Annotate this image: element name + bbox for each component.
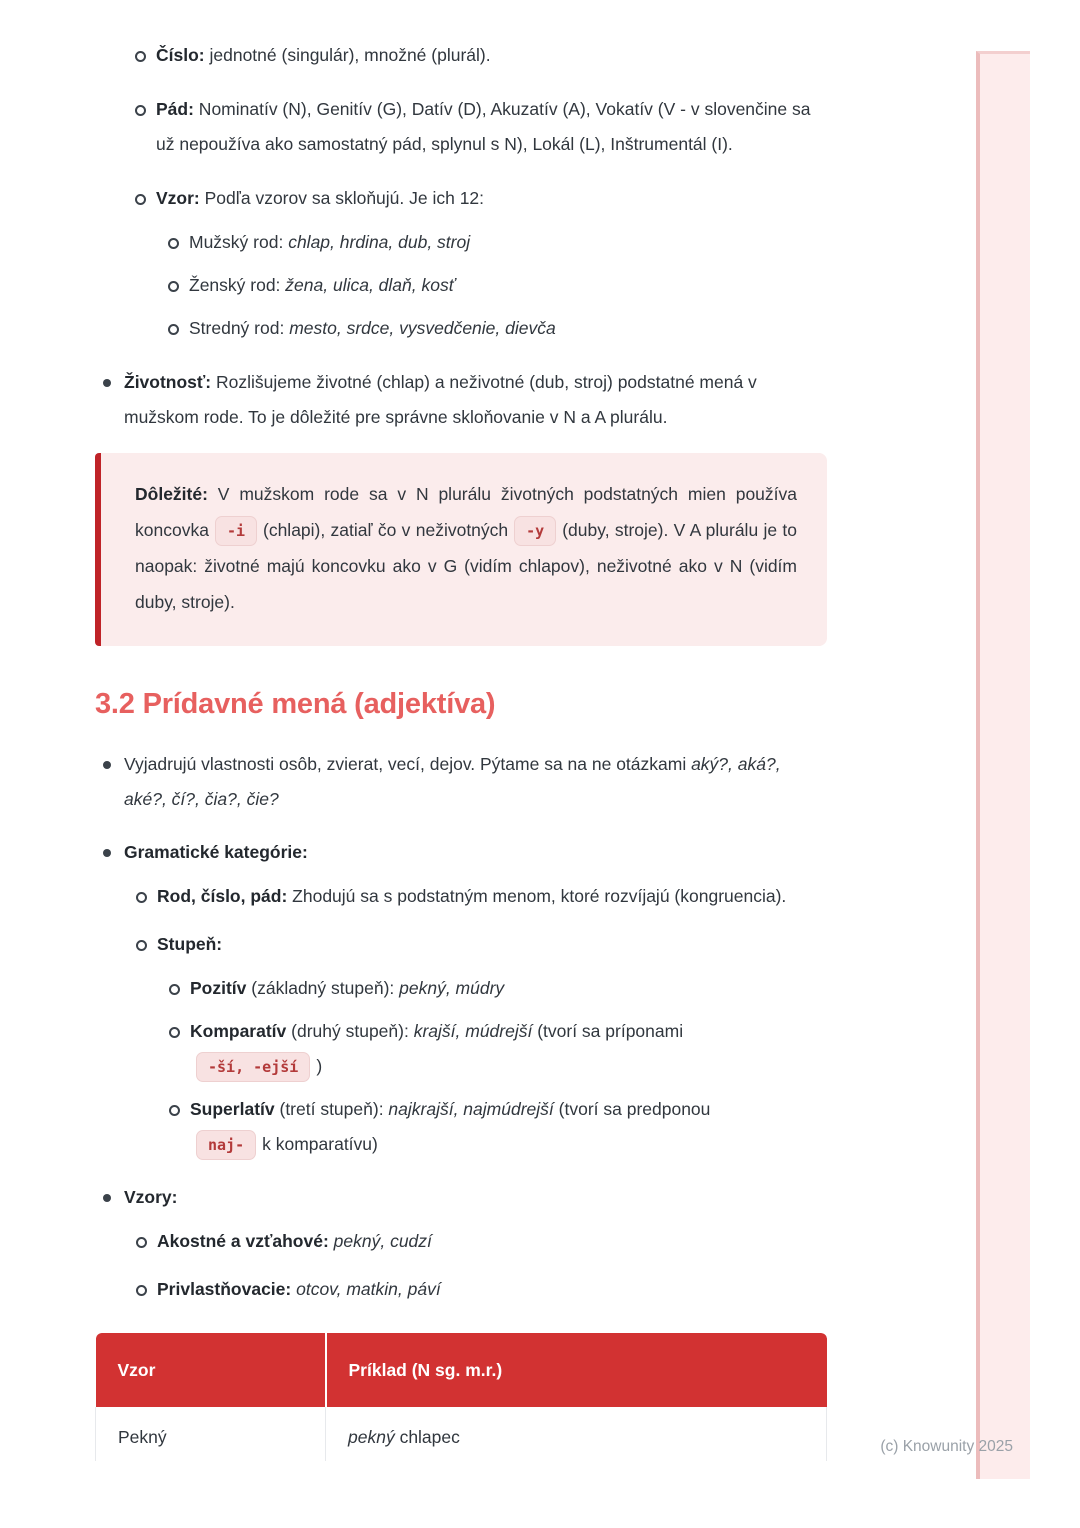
examples-italic: otcov, matkin, páví <box>291 1278 441 1299</box>
term-text: (tvorí sa predponou <box>553 1098 711 1119</box>
term-text: (tretí stupeň): <box>274 1098 389 1119</box>
table-header-row <box>96 1333 827 1407</box>
term-text: (druhý stupeň): <box>286 1020 414 1041</box>
callout-text: V mužskom rode sa v N plurálu životných podstatných mien používa koncovka <box>135 484 797 540</box>
examples-italic: aký?, aká?, aké?, čí?, čia?, čie? <box>124 753 781 809</box>
term-text: jednotné (singulár), množné (plurál). <box>204 45 491 65</box>
table-cell-priklad <box>326 1407 827 1461</box>
page-margin-strip <box>976 51 1030 1479</box>
important-callout <box>95 453 827 646</box>
adjective-patterns-list <box>136 1224 827 1307</box>
adjectives-list <box>103 747 827 1307</box>
table-cell-vzor: Pekný <box>96 1407 326 1461</box>
example-word-rest: chlapec <box>394 1426 460 1447</box>
patterns-table-wrap <box>95 1333 827 1461</box>
noun-genders-list <box>168 225 827 346</box>
list-item-stupen <box>136 927 827 1162</box>
degrees-list <box>169 971 827 1162</box>
term-text: Rozlišujeme životné (chlap) a neživotné (dub, stroj) podstatné mená v mužskom rode. To je dôležité pre správne skloňovanie v N a A plurálu. <box>124 372 757 427</box>
list-item-komparativ <box>169 1014 827 1084</box>
examples-italic: krajší, múdrejší <box>413 1020 533 1041</box>
term-text: Stredný rod: <box>189 318 290 338</box>
term-text: Ženský rod: <box>189 275 286 295</box>
section-heading: 3.2 Prídavné mená (adjektíva) <box>95 687 496 720</box>
inline-code-chip: naj- <box>196 1130 256 1161</box>
callout-text: (duby, stroje). V A plurálu je to naopak: životné majú koncovku ako v G (vidím chlapov), neživotné ako v N (vidím duby, stroje). <box>135 519 797 612</box>
term-label: Pozitív <box>190 977 247 998</box>
list-item-zivotnost <box>103 365 827 435</box>
examples-italic: pekný, múdry <box>399 977 505 998</box>
term-text: Podľa vzorov sa skloňujú. Je ich 12: <box>199 188 485 208</box>
page-content <box>95 0 827 1461</box>
term-label: Životnosť: <box>124 372 212 392</box>
list-item-pad <box>135 92 827 162</box>
table-row <box>96 1407 827 1461</box>
table-header-priklad: Príklad (N sg. m.r.) <box>326 1333 827 1407</box>
term-label: Komparatív <box>190 1020 287 1041</box>
examples-italic: mesto, srdce, vysvedčenie, dievča <box>289 318 556 338</box>
term-label: Rod, číslo, pád: <box>157 885 288 906</box>
term-text: ) <box>316 1055 323 1076</box>
example-word-italic: pekný <box>348 1426 395 1447</box>
list-item-rod-cislo-pad <box>136 879 827 914</box>
term-text: Vyjadrujú vlastnosti osôb, zvierat, vecí, dejov. Pýtame sa na ne otázkami <box>124 753 692 774</box>
term-text: (tvorí sa príponami <box>532 1020 684 1041</box>
list-item-zensky-rod <box>168 268 827 303</box>
list-item-akostne <box>136 1224 827 1259</box>
list-item-cislo <box>135 38 827 73</box>
noun-categories-list <box>135 38 827 346</box>
term-text: Nominatív (N), Genitív (G), Datív (D), Akuzatív (A), Vokatív (V - v slovenčine sa už nepoužíva ako samostatný pád, splynul s N), Lokál (L), Inštrumentál (I). <box>156 99 811 154</box>
list-item-intro <box>103 747 827 817</box>
list-item-vzor <box>135 181 827 346</box>
examples-italic: najkrajší, najmúdrejší <box>388 1098 554 1119</box>
list-item-stredny-rod <box>168 311 827 346</box>
examples-italic: žena, ulica, dlaň, kosť <box>285 275 455 295</box>
noun-notes-list <box>103 365 827 435</box>
list-item-pozitiv <box>169 971 827 1006</box>
term-label: Vzory: <box>124 1186 178 1207</box>
list-item-privlastnovacie <box>136 1272 827 1307</box>
term-label: Pád: <box>156 99 194 119</box>
examples-italic: chlap, hrdina, dub, stroj <box>288 232 471 252</box>
term-label: Gramatické kategórie: <box>124 841 308 862</box>
table-header-vzor: Vzor <box>96 1333 326 1407</box>
term-text: (základný stupeň): <box>246 977 400 998</box>
list-item-superlativ <box>169 1092 827 1162</box>
copyright-footer: (c) Knowunity 2025 <box>880 1438 1013 1455</box>
term-label: Superlatív <box>190 1098 275 1119</box>
term-label: Vzor: <box>156 188 200 208</box>
list-item-gramaticke-kategorie <box>103 835 827 1162</box>
callout-text: (chlapi), zatiaľ čo v neživotných <box>263 519 509 540</box>
list-item-muzsky-rod <box>168 225 827 260</box>
term-label: Privlastňovacie: <box>157 1278 292 1299</box>
adjective-categories-list <box>136 879 827 1162</box>
term-text: Zhodujú sa s podstatným menom, ktoré rozvíjajú (kongruencia). <box>287 885 787 906</box>
examples-italic: pekný, cudzí <box>328 1230 432 1251</box>
inline-code-chip: -i <box>215 516 257 547</box>
term-label: Stupeň: <box>157 933 223 954</box>
inline-code-chip: -ší, -ejší <box>196 1052 310 1083</box>
list-item-vzory <box>103 1180 827 1307</box>
term-text: Mužský rod: <box>189 232 289 252</box>
callout-label: Dôležité: <box>135 484 208 504</box>
patterns-table <box>95 1333 827 1461</box>
term-label: Číslo: <box>156 45 205 65</box>
term-text: k komparatívu) <box>262 1133 378 1154</box>
inline-code-chip: -y <box>514 516 556 547</box>
term-label: Akostné a vzťahové: <box>157 1230 329 1251</box>
